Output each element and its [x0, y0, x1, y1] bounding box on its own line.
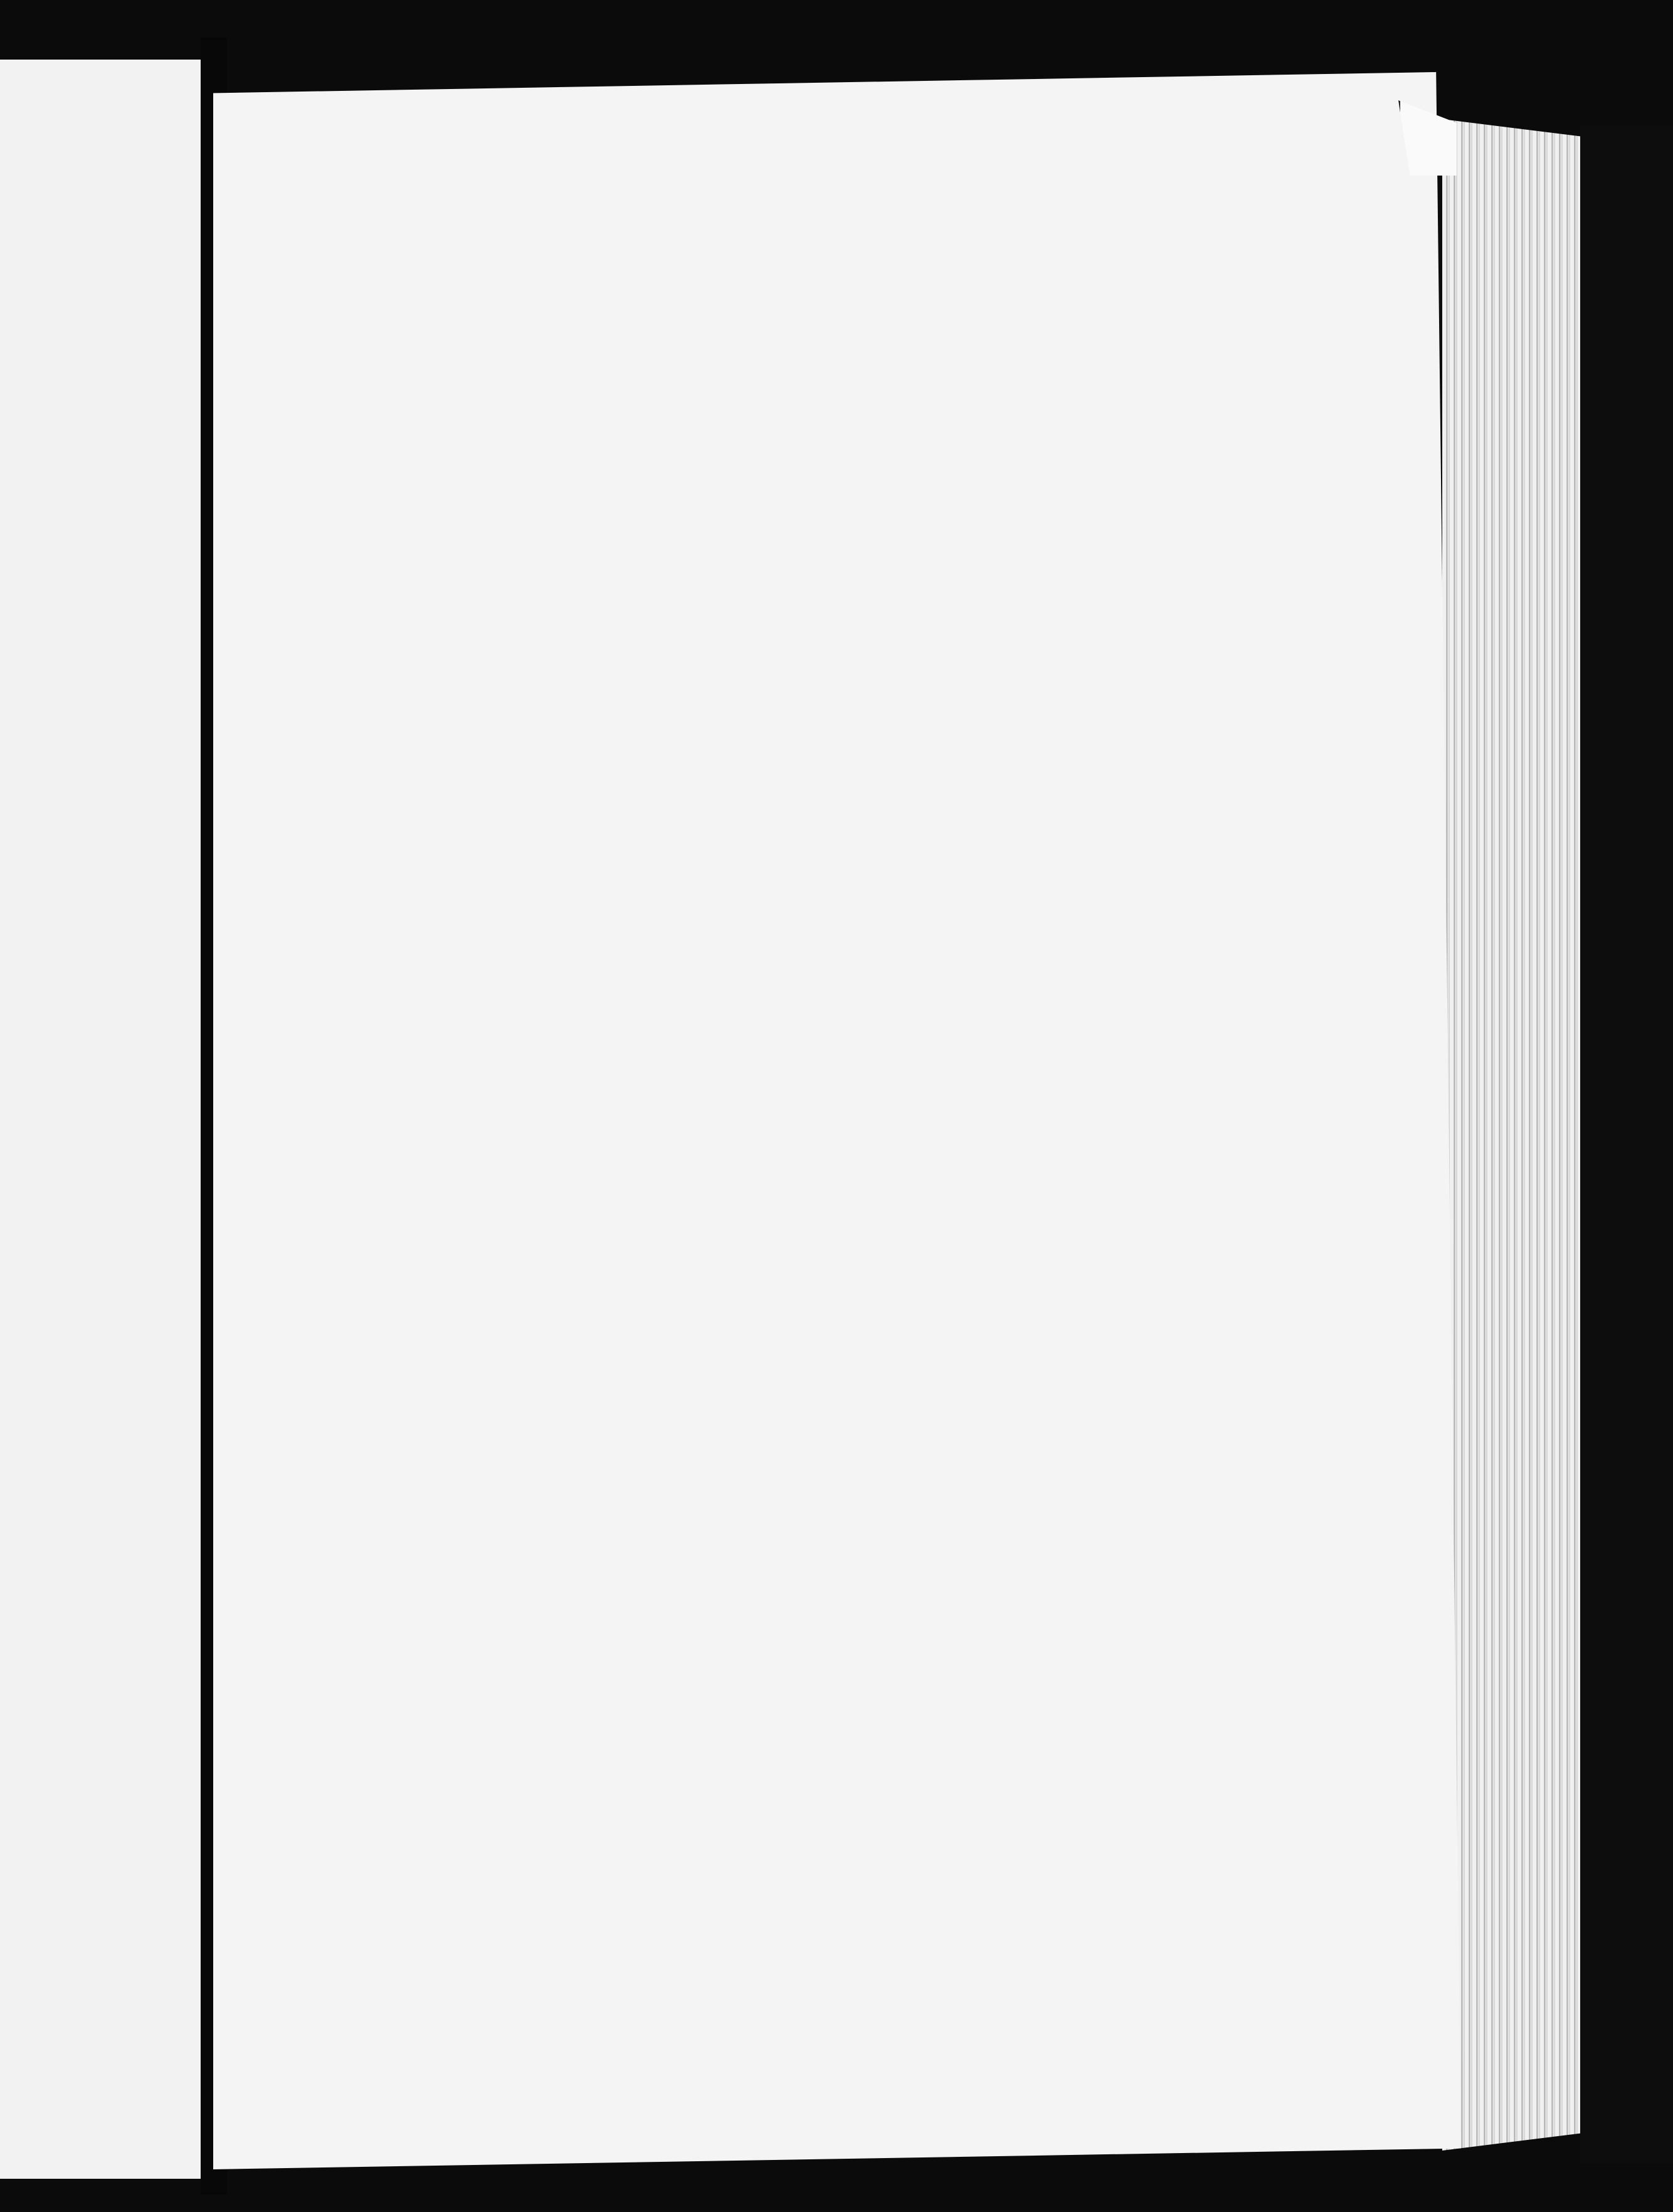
left-page	[0, 60, 201, 2179]
right-page	[213, 72, 1461, 2169]
scan-edge	[1580, 125, 1673, 2163]
